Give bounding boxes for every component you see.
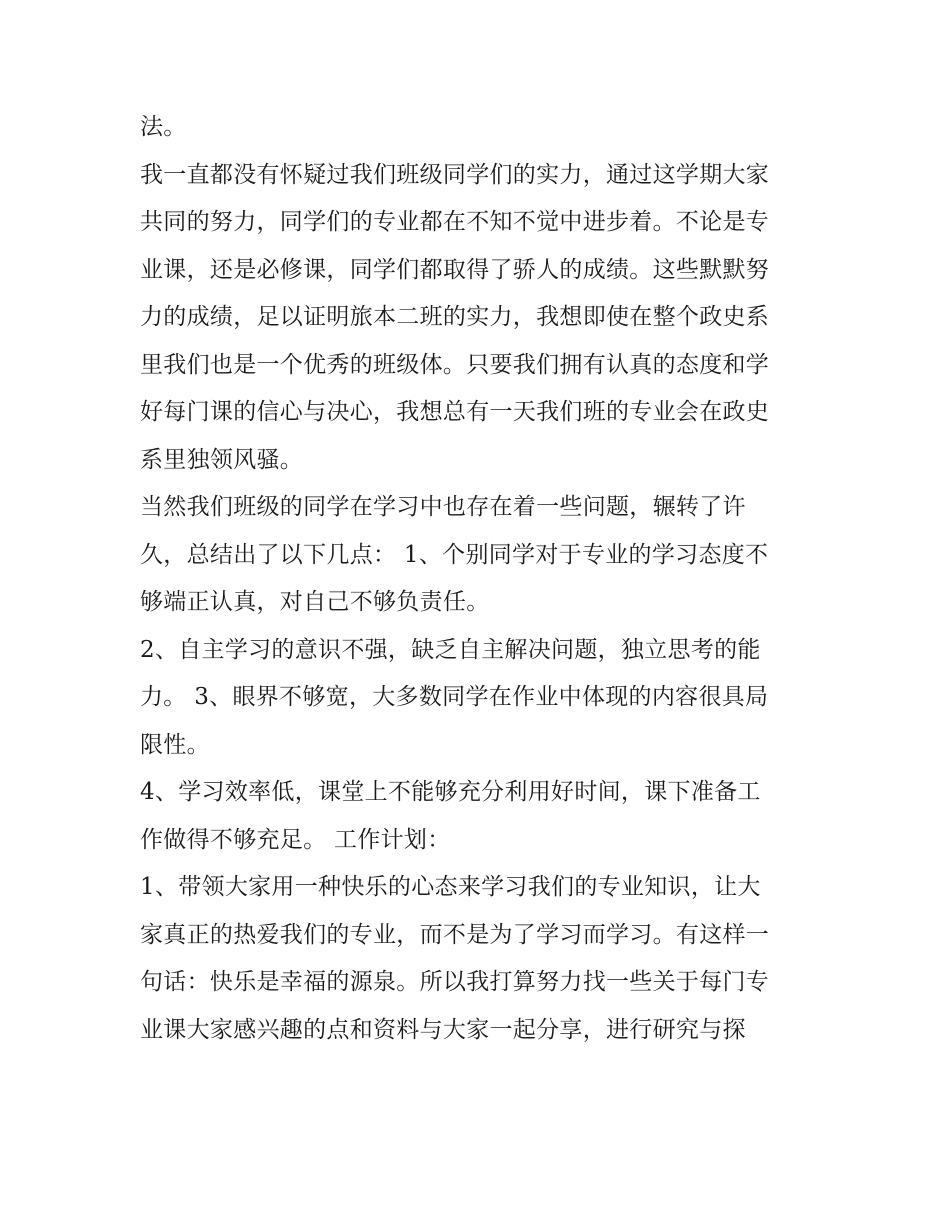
text-line: 当然我们班级的同学在学习中也存在着一些问题，辗转了许 (140, 494, 746, 520)
text-line: 业课，还是必修课，同学们都取得了骄人的成绩。这些默默努 (140, 256, 770, 283)
text-line: 够端正认真，对自己不够负责任。 (140, 589, 490, 615)
text-line: 1、带领大家用一种快乐的心态来学习我们的专业知识，让大 (140, 874, 761, 900)
text-line: 里我们也是一个优秀的班级体。只要我们拥有认真的态度和学 (140, 351, 770, 378)
text-line: 2、自主学习的意识不强，缺乏自主解决问题，独立思考的能 (140, 636, 761, 663)
text-line: 我一直都没有怀疑过我们班级同学们的实力，通过这学期大家 (140, 161, 770, 188)
text-line: 力。 3、眼界不够宽，大多数同学在作业中体现的内容很具局 (140, 684, 769, 710)
text-line: 久，总结出了以下几点： 1、个别同学对于专业的学习态度不 (140, 541, 769, 568)
text-line: 好每门课的信心与决心，我想总有一天我们班的专业会在政史 (140, 399, 770, 425)
text-line: 家真正的热爱我们的专业，而不是为了学习而学习。有这样一 (140, 921, 770, 948)
text-line: 作做得不够充足。 工作计划： (140, 826, 451, 853)
text-line: 限性。 (140, 731, 210, 758)
text-line: 句话：快乐是幸福的源泉。所以我打算努力找一些关于每门专 (140, 969, 770, 995)
text-line: 业课大家感兴趣的点和资料与大家一起分享，进行研究与探 (140, 1016, 746, 1043)
text-line: 4、学习效率低，课堂上不能够充分利用好时间，课下准备工 (140, 779, 761, 805)
text-line: 力的成绩，足以证明旅本二班的实力，我想即使在整个政史系 (140, 304, 770, 330)
text-line: 共同的努力，同学们的专业都在不知不觉中进步着。不论是专 (140, 209, 770, 235)
text-line: 法。 (140, 114, 187, 140)
text-line: 系里独领风骚。 (140, 446, 304, 473)
document-body (140, 104, 820, 1054)
